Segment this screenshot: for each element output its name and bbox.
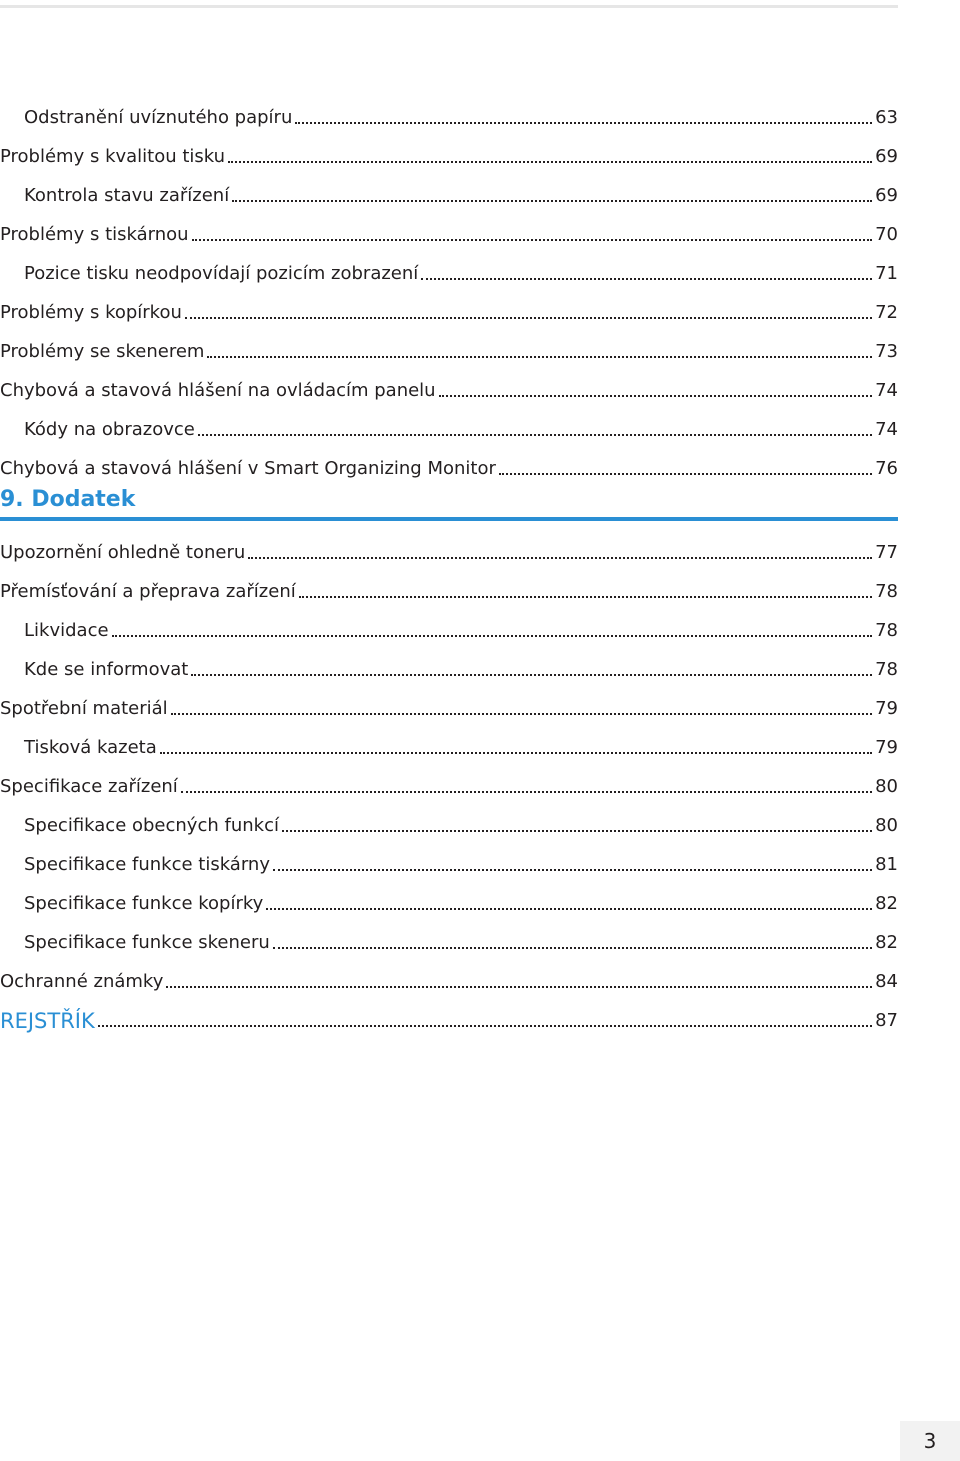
toc-entry[interactable] [24, 915, 898, 954]
toc-leader-dots [273, 947, 872, 949]
toc-leader-dots [282, 830, 872, 832]
toc-entry[interactable] [24, 402, 898, 441]
toc-entry-title: Tisková kazeta [24, 737, 157, 758]
toc-entry-title: Likvidace [24, 620, 109, 641]
toc-leader-dots [185, 317, 872, 319]
toc-leader-dots [191, 674, 872, 676]
toc-entry[interactable] [24, 90, 898, 129]
toc-leader-dots [232, 200, 872, 202]
toc-entry-title: Specifikace obecných funkcí [24, 815, 279, 836]
toc-entry-page: 79 [875, 698, 898, 719]
toc-entry[interactable] [0, 129, 898, 168]
toc-leader-dots [160, 752, 872, 754]
toc-entry[interactable] [24, 876, 898, 915]
toc-leader-dots [295, 122, 872, 124]
toc-entry[interactable] [0, 525, 898, 564]
page-number: 3 [900, 1421, 960, 1461]
toc-leader-dots [439, 395, 872, 397]
toc-entry[interactable] [24, 720, 898, 759]
toc-entry-page: 80 [875, 815, 898, 836]
chapter-rule [0, 517, 898, 521]
top-rule [0, 5, 898, 8]
toc-entry-title: REJSTŘÍK [0, 1009, 95, 1033]
toc-entry-title: Přemísťování a přeprava zařízení [0, 581, 296, 602]
toc-entry-page: 84 [875, 971, 898, 992]
toc-entry-index[interactable] [0, 993, 898, 1032]
toc-entry-title: Problémy s tiskárnou [0, 224, 189, 245]
toc-entry-page: 69 [875, 146, 898, 167]
toc-entry[interactable] [0, 324, 898, 363]
toc-entry[interactable] [0, 207, 898, 246]
toc-leader-dots [499, 473, 872, 475]
toc-entry[interactable] [0, 759, 898, 798]
toc-entry-title: Specifikace zařízení [0, 776, 178, 797]
toc-entry-page: 70 [875, 224, 898, 245]
toc-entry-title: Chybová a stavová hlášení na ovládacím panelu [0, 380, 436, 401]
toc-entry-page: 76 [875, 458, 898, 479]
chapter-heading [0, 486, 898, 521]
toc-entry-title: Specifikace funkce tiskárny [24, 854, 270, 875]
toc-entry-page: 77 [875, 542, 898, 563]
toc-leader-dots [266, 908, 872, 910]
toc-entry-page: 79 [875, 737, 898, 758]
toc-leader-dots [171, 713, 872, 715]
toc-entry-page: 82 [875, 932, 898, 953]
toc-entry-title: Odstranění uvíznutého papíru [24, 107, 293, 128]
toc-entry[interactable] [24, 246, 898, 285]
toc-leader-dots [181, 791, 872, 793]
toc-entry[interactable] [24, 642, 898, 681]
toc-leader-dots [421, 278, 872, 280]
toc-entry-page: 74 [875, 380, 898, 401]
toc-entry-page: 63 [875, 107, 898, 128]
toc-entry-title: Specifikace funkce skeneru [24, 932, 270, 953]
chapter-title[interactable]: 9. Dodatek [0, 487, 136, 512]
toc-entry[interactable] [24, 168, 898, 207]
toc-entry-page: 72 [875, 302, 898, 323]
toc-entry-title: Problémy s kvalitou tisku [0, 146, 226, 167]
toc-entry-page: 71 [875, 263, 898, 284]
toc-leader-dots [112, 635, 873, 637]
toc-entry-title: Ochranné známky [0, 971, 164, 992]
toc-leader-dots [299, 596, 872, 598]
toc-entry-page: 80 [875, 776, 898, 797]
toc-entry[interactable] [24, 798, 898, 837]
toc-entry-title: Kontrola stavu zařízení [24, 185, 230, 206]
toc-leader-dots [273, 869, 872, 871]
toc-entry-page: 78 [875, 659, 898, 680]
toc-entry-page: 69 [875, 185, 898, 206]
toc-entry-page: 73 [875, 341, 898, 362]
toc-leader-dots [192, 239, 873, 241]
toc-entry-page: 78 [875, 620, 898, 641]
toc-entry-title: Specifikace funkce kopírky [24, 893, 264, 914]
toc-entry-title: Chybová a stavová hlášení v Smart Organizing Monitor [0, 458, 496, 479]
toc-entry-title: Kde se informovat [24, 659, 189, 680]
toc-entry[interactable] [0, 681, 898, 720]
toc-entry-title: Kódy na obrazovce [24, 419, 195, 440]
toc-leader-dots [248, 557, 872, 559]
toc-entry-title: Problémy se skenerem [0, 341, 205, 362]
toc-entry[interactable] [0, 363, 898, 402]
toc-entry-title: Pozice tisku neodpovídají pozicím zobrazení [24, 263, 419, 284]
toc-leader-dots [98, 1025, 872, 1027]
toc-entry[interactable] [0, 954, 898, 993]
toc-entry-page: 87 [875, 1010, 898, 1031]
toc-entry-page: 82 [875, 893, 898, 914]
toc-entry-page: 78 [875, 581, 898, 602]
toc-entry[interactable] [24, 837, 898, 876]
toc-entry-title: Upozornění ohledně toneru [0, 542, 246, 563]
toc-entry[interactable] [24, 603, 898, 642]
toc-leader-dots [198, 434, 872, 436]
toc-entry[interactable] [0, 285, 898, 324]
toc-entry[interactable] [0, 441, 898, 480]
toc-leader-dots [166, 986, 872, 988]
toc-leader-dots [228, 161, 872, 163]
toc-entry-title: Problémy s kopírkou [0, 302, 182, 323]
toc-entry-page: 74 [875, 419, 898, 440]
toc-leader-dots [207, 356, 872, 358]
toc-entry[interactable] [0, 564, 898, 603]
toc-entry-page: 81 [875, 854, 898, 875]
toc-entry-title: Spotřební materiál [0, 698, 168, 719]
